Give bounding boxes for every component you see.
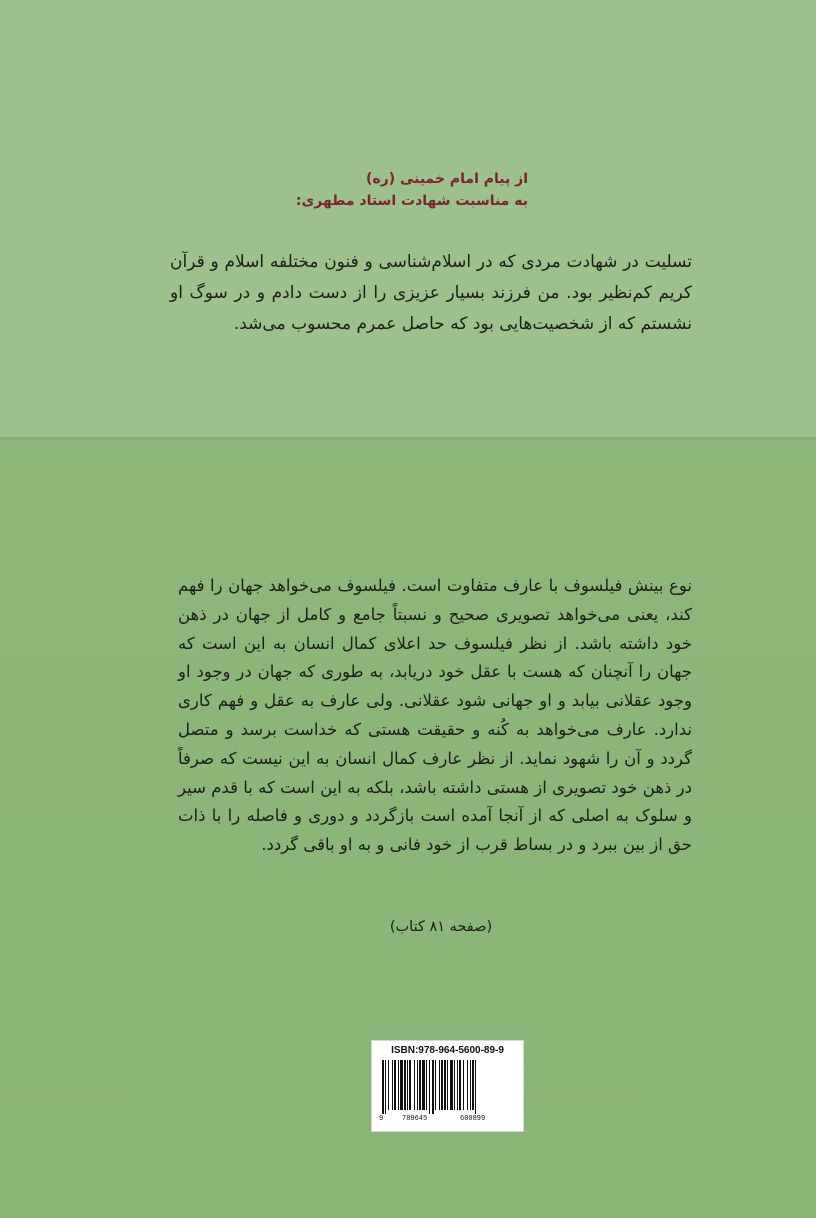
barcode-left-digits: 789645 bbox=[402, 1115, 428, 1123]
barcode-first-digit: 9 bbox=[379, 1115, 384, 1123]
book-excerpt: نوع بینش فیلسوف با عارف متفاوت است. فیلسوف می‌خواهد جهان را فهم کند، یعنی می‌خواهد تصویری صحیح و نسبتاً جامع و کامل از جهان در ذهن خود داشته باشد. از نظر فیلسوف حد اعلای کمال انسان به این است که جهان را آنچنان که هست با عقل خود دریابد، به طوری که جهان در وجود او وجود عقلانی بیابد و او جهانی شود عقلانی. ولی عارف به عقل و فهم کاری ندارد. عارف می‌خواهد به کُنه و حقیقت هستی که خداست برسد و متصل گردد و آن را شهود نماید. از نظر عارف کمال انسان به این نیست که صرفاً در ذهن خود تصویری از هستی داشته باشد، بلکه به این است که با قدم سیر و سلوک به اصلی که از آنجا آمده است بازگردد و دوری و فاصله را با ذات حق از بین ببرد و در بساط قرب از خود فانی و به او باقی گردد. bbox=[178, 576, 692, 855]
page-reference: (صفحه ۸۱ کتاب) bbox=[389, 919, 493, 935]
heading-line-1: از پیام امام خمینی (ره) bbox=[365, 171, 528, 187]
isbn-barcode bbox=[371, 1040, 524, 1132]
isbn-number: ISBN:978-964-5600-89-9 bbox=[391, 1045, 504, 1056]
heading-line-2: به مناسبت شهادت استاد مطهری: bbox=[295, 193, 528, 209]
quote-heading bbox=[168, 168, 528, 212]
barcode-right-digits: 600899 bbox=[460, 1115, 486, 1123]
top-panel bbox=[0, 0, 816, 437]
khomeini-quote: تسلیت در شهادت مردی که در اسلام‌شناسی و فنون مختلفه اسلام و قرآن کریم کم‌نظیر بود. من فرزند بسیار عزیزی را از دست دادم و در سوگ او نشستم که از شخصیت‌هایی بود که حاصل عمرم محسوب می‌شد. bbox=[170, 252, 692, 334]
panel-divider bbox=[0, 437, 816, 440]
barcode-bars-icon bbox=[378, 1060, 517, 1114]
